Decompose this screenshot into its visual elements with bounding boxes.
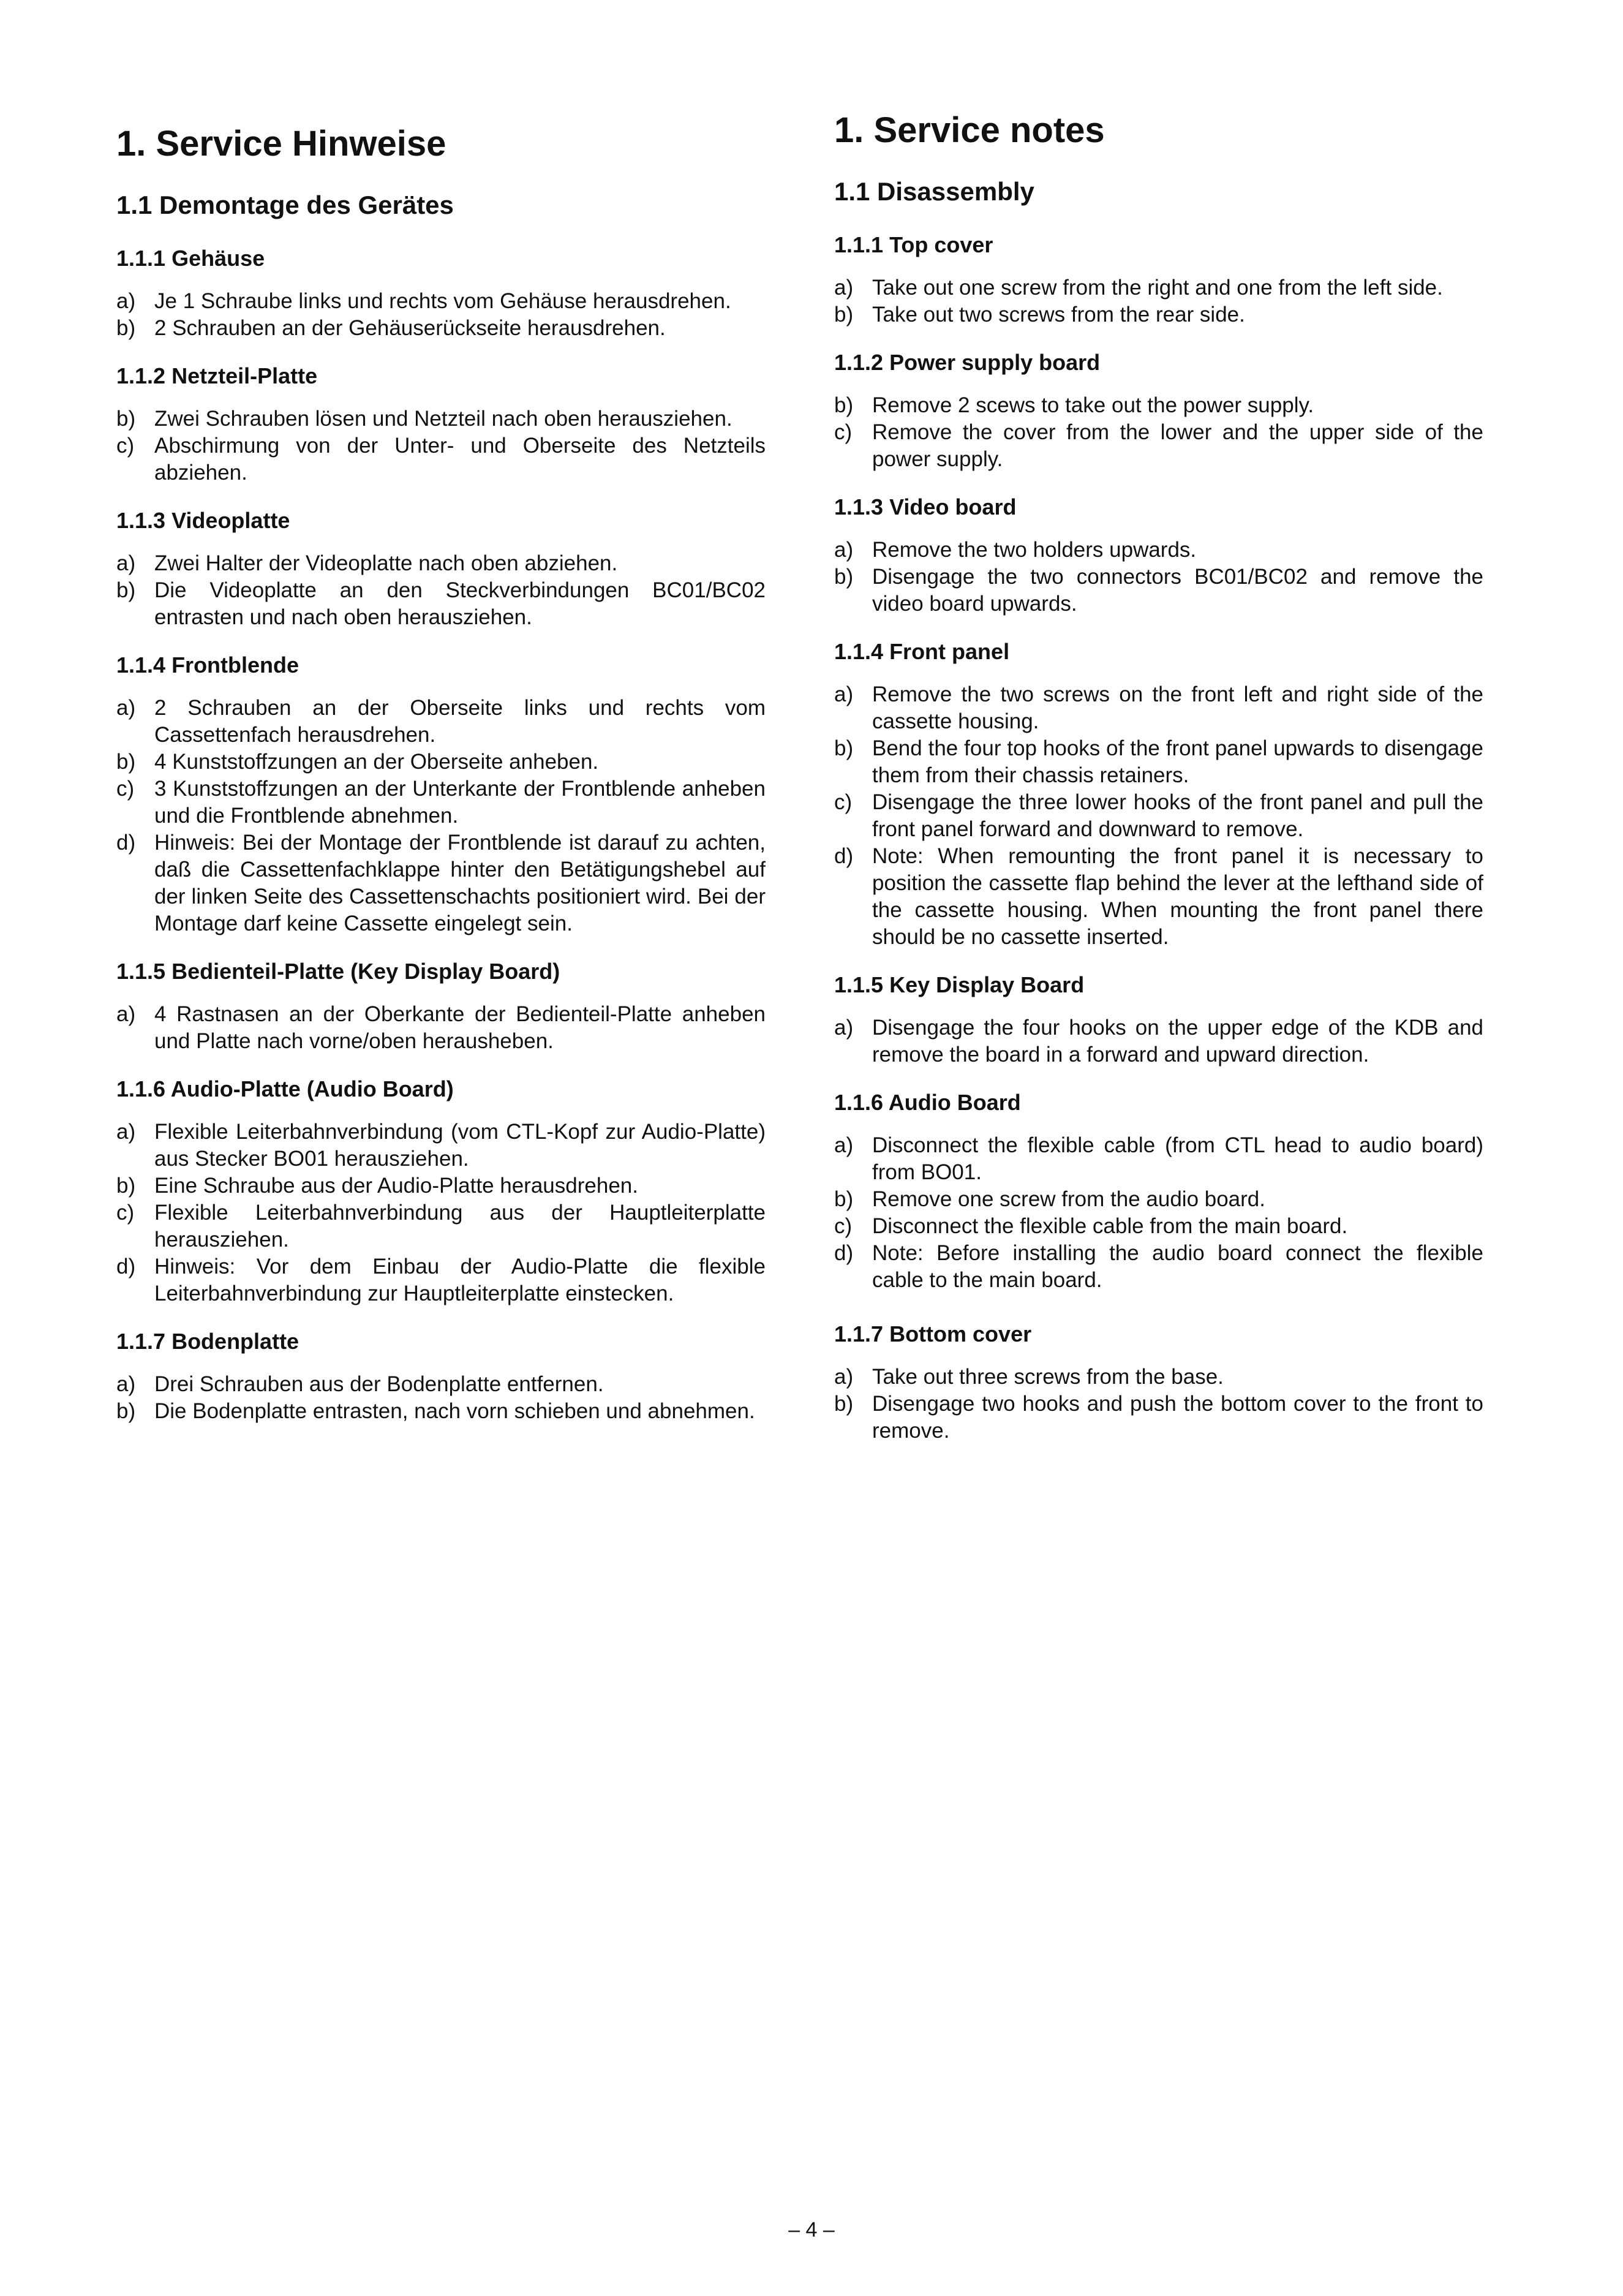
section-heading: 1.1.1 Top cover	[834, 232, 993, 257]
german-section-gehaeuse	[116, 245, 766, 342]
english-column	[834, 109, 1483, 1465]
section-heading: 1.1.6 Audio Board	[834, 1090, 1021, 1115]
english-subtitle: 1.1 Disassembly	[834, 177, 1034, 206]
section-heading: 1.1.4 Front panel	[834, 639, 1010, 664]
list-item: b) Disengage two hooks and push the bottom cover to the front to remove.	[834, 1392, 1483, 1443]
section-heading: 1.1.6 Audio-Platte (Audio Board)	[116, 1076, 454, 1101]
list-item: b) Zwei Schrauben lösen und Netzteil nach oben herausziehen.	[116, 407, 732, 431]
list-item: b) Remove one screw from the audio board.	[834, 1187, 1265, 1211]
list-item: c) 3 Kunststoffzungen an der Unterkante der Frontblende anheben und die Frontblende abnehmen.	[116, 777, 766, 828]
list-item: a) Remove the two holders upwards.	[834, 538, 1197, 562]
german-subtitle: 1.1 Demontage des Gerätes	[116, 191, 454, 219]
german-section-netzteil	[116, 363, 766, 486]
section-heading: 1.1.3 Video board	[834, 494, 1017, 519]
section-heading: 1.1.5 Bedienteil-Platte (Key Display Board)	[116, 959, 560, 984]
list-item: a) Disconnect the flexible cable (from CTL head to audio board) from BO01.	[834, 1133, 1483, 1184]
list-item: a) Take out three screws from the base.	[834, 1365, 1224, 1389]
english-section-front-panel	[834, 638, 1483, 951]
english-section-top-cover	[834, 232, 1483, 328]
list-item: d) Note: Before installing the audio board connect the flexible cable to the main board.	[834, 1241, 1483, 1292]
list-item: b) Take out two screws from the rear side.	[834, 303, 1245, 327]
list-item: d) Note: When remounting the front panel it is necessary to position the cassette flap behind the lever at the lefthand side of the cassette housing. When mounting the front panel there should be no cassette inserted.	[834, 844, 1483, 949]
list-item: a) Zwei Halter der Videoplatte nach oben abziehen.	[116, 551, 618, 575]
english-section-bottom-cover	[834, 1321, 1483, 1444]
list-item: b) Remove 2 scews to take out the power supply.	[834, 393, 1314, 417]
list-item: a) 2 Schrauben an der Oberseite links und rechts vom Cassettenfach herausdrehen.	[116, 696, 766, 747]
list-item: b) 4 Kunststoffzungen an der Oberseite anheben.	[116, 750, 599, 774]
german-section-audio	[116, 1076, 766, 1307]
list-item: c) Flexible Leiterbahnverbindung aus der Hauptleiterplatte herausziehen.	[116, 1201, 766, 1252]
list-item: a) Disengage the four hooks on the upper edge of the KDB and remove the board in a forward and upward direction.	[834, 1016, 1483, 1067]
english-section-key-display	[834, 972, 1483, 1068]
list-item: a) Remove the two screws on the front left and right side of the cassette housing.	[834, 682, 1483, 733]
list-item: b) Eine Schraube aus der Audio-Platte herausdrehen.	[116, 1174, 638, 1198]
list-item: d) Hinweis: Bei der Montage der Frontblende ist darauf zu achten, daß die Cassettenfachklappe hinter den Betätigungshebel auf der linken Seite des Cassettenschachts positioniert wird. Bei der Montage darf keine Cassette eingelegt sein.	[116, 831, 766, 935]
page-number: – 4 –	[788, 2218, 835, 2241]
list-item: b) Die Videoplatte an den Steckverbindungen BC01/BC02 entrasten und nach oben herausziehen.	[116, 578, 766, 629]
german-section-bedienteil	[116, 958, 766, 1055]
german-column	[116, 123, 766, 1446]
list-item: c) Disengage the three lower hooks of the front panel and pull the front panel forward and downward to remove.	[834, 790, 1483, 841]
english-section-video-board	[834, 494, 1483, 617]
list-item: b) Disengage the two connectors BC01/BC02 and remove the video board upwards.	[834, 565, 1483, 616]
english-title: 1. Service notes	[834, 110, 1105, 150]
german-section-bodenplatte	[116, 1328, 766, 1425]
section-heading: 1.1.4 Frontblende	[116, 652, 299, 678]
section-heading: 1.1.7 Bodenplatte	[116, 1329, 299, 1354]
section-heading: 1.1.2 Netzteil-Platte	[116, 363, 318, 388]
list-item: c) Remove the cover from the lower and the upper side of the power supply.	[834, 420, 1483, 471]
list-item: b) Die Bodenplatte entrasten, nach vorn schieben und abnehmen.	[116, 1399, 755, 1423]
german-section-frontblende	[116, 652, 766, 937]
section-heading: 1.1.5 Key Display Board	[834, 972, 1085, 997]
english-section-power-supply	[834, 349, 1483, 473]
german-section-videoplatte	[116, 507, 766, 631]
list-item: c) Disconnect the flexible cable from the main board.	[834, 1214, 1348, 1238]
section-heading: 1.1.7 Bottom cover	[834, 1321, 1032, 1346]
english-section-audio-board	[834, 1089, 1483, 1294]
list-item: d) Hinweis: Vor dem Einbau der Audio-Platte die flexible Leiterbahnverbindung zur Hauptleiterplatte einstecken.	[116, 1255, 766, 1305]
list-item: a) Flexible Leiterbahnverbindung (vom CTL-Kopf zur Audio-Platte) aus Stecker BO01 herausziehen.	[116, 1120, 766, 1171]
section-heading: 1.1.2 Power supply board	[834, 350, 1101, 375]
list-item: a) Je 1 Schraube links und rechts vom Gehäuse herausdrehen.	[116, 289, 731, 313]
list-item: b) Bend the four top hooks of the front panel upwards to disengage them from their chassis retainers.	[834, 736, 1483, 787]
list-item: a) 4 Rastnasen an der Oberkante der Bedienteil-Platte anheben und Platte nach vorne/oben herausheben.	[116, 1002, 766, 1053]
list-item: a) Take out one screw from the right and one from the left side.	[834, 276, 1443, 300]
list-item: b) 2 Schrauben an der Gehäuserückseite herausdrehen.	[116, 316, 666, 340]
list-item: a) Drei Schrauben aus der Bodenplatte entfernen.	[116, 1372, 604, 1396]
section-heading: 1.1.3 Videoplatte	[116, 508, 290, 533]
section-heading: 1.1.1 Gehäuse	[116, 246, 265, 271]
list-item: c) Abschirmung von der Unter- und Oberseite des Netzteils abziehen.	[116, 434, 766, 485]
german-title: 1. Service Hinweise	[116, 124, 446, 164]
